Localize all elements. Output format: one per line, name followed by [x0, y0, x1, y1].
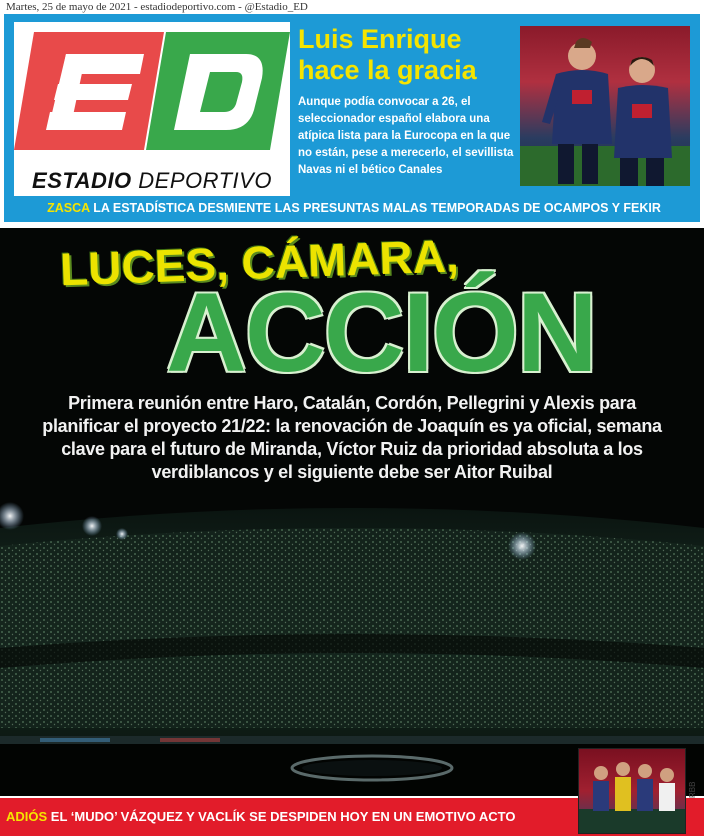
bottom-strap-text: EL ‘MUDO’ VÁZQUEZ Y VACLÍK SE DESPIDEN HOY EN UN EMOTIVO ACTO	[47, 809, 516, 824]
masthead-name: ESTADIO DEPORTIVO	[32, 168, 272, 193]
bottom-story-photo[interactable]	[578, 748, 686, 834]
photo-credit: RBB	[688, 781, 697, 798]
main-headline: ACCIÓN	[166, 270, 596, 395]
zasca-strap[interactable]	[8, 198, 700, 218]
main-kicker: LUCES, CÁMARA,	[59, 229, 460, 296]
zasca-tag: ZASCA	[47, 201, 90, 215]
top-story-title[interactable]: Luis Enrique hace la gracia	[298, 24, 477, 85]
bottom-tag: ADIÓS	[6, 809, 48, 824]
bottom-strap[interactable]	[6, 806, 578, 828]
top-story-body: Aunque podía convocar a 26, el seleccionador español elabora una atípica lista para la Eurocopa en la que no están, pese a merecerlo, el sevillista Navas ni el bético Canales	[298, 96, 514, 176]
masthead-logo[interactable]	[14, 22, 290, 196]
dateline: Martes, 25 de mayo de 2021 - estadiodeportivo.com - @Estadio_ED	[6, 1, 308, 13]
zasca-text: LA ESTADÍSTICA DESMIENTE LAS PRESUNTAS MALAS TEMPORADAS DE OCAMPOS Y FEKIR	[89, 201, 661, 215]
main-lead: Primera reunión entre Haro, Catalán, Cordón, Pellegrini y Alexis para planificar el proyecto 21/22: la renovación de Joaquín es ya oficial, semana clave para el futuro de Miranda, Víctor Ruiz da prioridad absoluta a los verdiblancos y el siguiente debe ser Aitor Ruibal	[42, 393, 662, 482]
team-photo-icon	[579, 749, 686, 834]
ed-logo-icon	[14, 22, 290, 162]
top-band	[4, 14, 700, 222]
main-story[interactable]	[0, 228, 704, 796]
players-photo-icon	[520, 26, 690, 186]
top-story-photo[interactable]	[520, 26, 690, 186]
